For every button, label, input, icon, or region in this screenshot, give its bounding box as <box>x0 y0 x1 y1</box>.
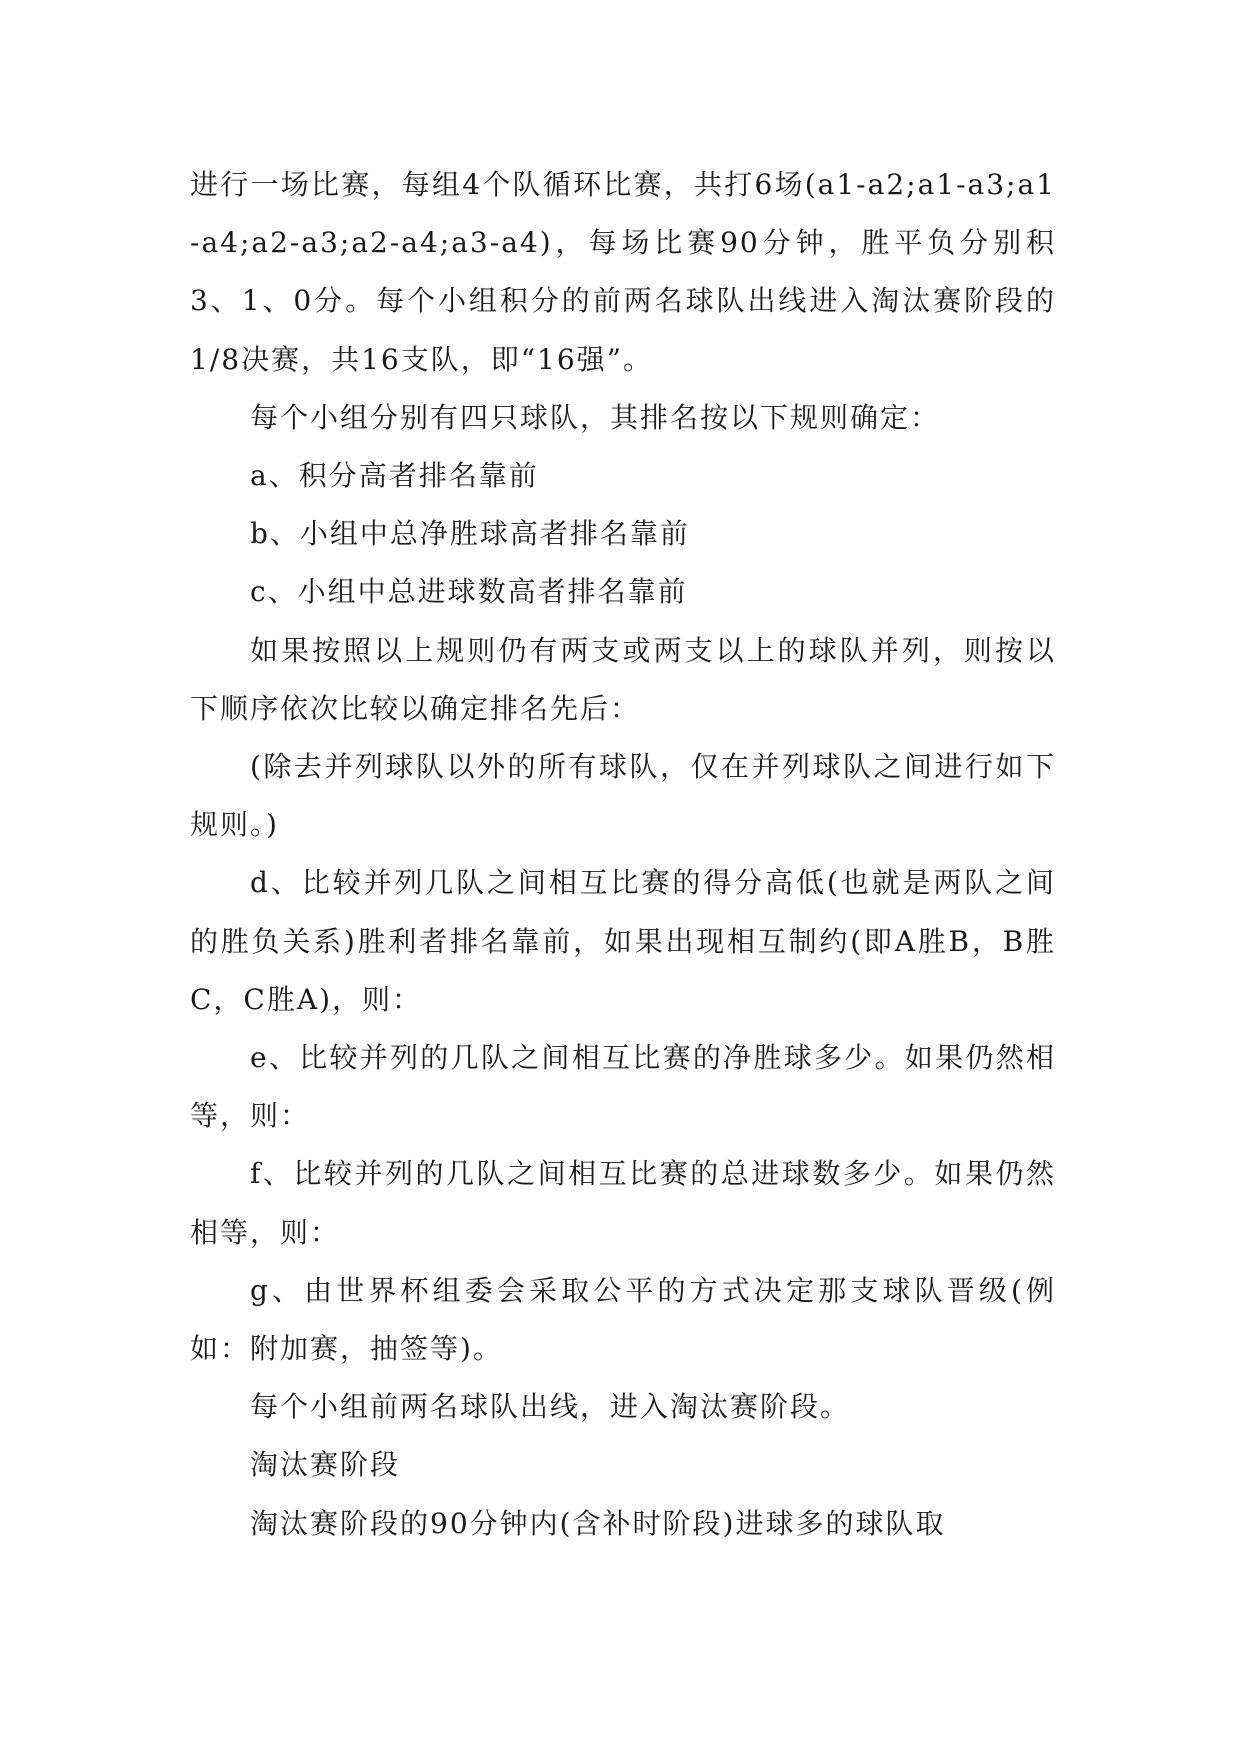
paragraph-ranking-intro: 每个小组分别有四只球队，其排名按以下规则确定： <box>250 400 941 434</box>
rule-d: d、比较并列几队之间相互比赛的得分高低(也就是两队之间的胜负关系)胜利者排名靠前，如果出现相互制约(即A胜B，B胜C，C胜A)，则： <box>190 866 1056 1016</box>
rule-g: g、由世界杯组委会采取公平的方式决定那支球队晋级(例如：附加赛，抽签等)。 <box>190 1273 1056 1366</box>
paragraph-group-stage-format: 进行一场比赛，每组4个队循环比赛，共打6场(a1-a2;a1-a3;a1-a4;a2-a3;a2-a4;a3-a4)，每场比赛90分钟，胜平负分别积3、1、0分。每个小组积分的前两名球队出线进入淘汰赛阶段的1/8决赛，共16支队，即“16强”。 <box>190 168 1056 376</box>
rule-a: a、积分高者排名靠前 <box>250 459 539 493</box>
paragraph-tiebreak-note: (除去并列球队以外的所有球队，仅在并列球队之间进行如下规则。) <box>190 750 1056 842</box>
paragraph-tiebreak-intro: 如果按照以上规则仍有两支或两支以上的球队并列，则按以下顺序依次比较以确定排名先后： <box>190 633 1056 725</box>
rule-e: e、比较并列的几队之间相互比赛的净胜球多少。如果仍然相等，则： <box>190 1041 1056 1133</box>
rule-c: c、小组中总进球数高者排名靠前 <box>250 575 688 609</box>
document-body <box>190 156 1056 1553</box>
rule-f: f、比较并列的几队之间相互比赛的总进球数多少。如果仍然相等，则： <box>190 1157 1056 1249</box>
paragraph-knockout-rules: 淘汰赛阶段的90分钟内(含补时阶段)进球多的球队取 <box>250 1506 946 1540</box>
rule-b: b、小组中总净胜球高者排名靠前 <box>250 517 690 551</box>
section-heading-knockout: 淘汰赛阶段 <box>250 1448 401 1482</box>
paragraph-qualification: 每个小组前两名球队出线，进入淘汰赛阶段。 <box>250 1390 851 1424</box>
